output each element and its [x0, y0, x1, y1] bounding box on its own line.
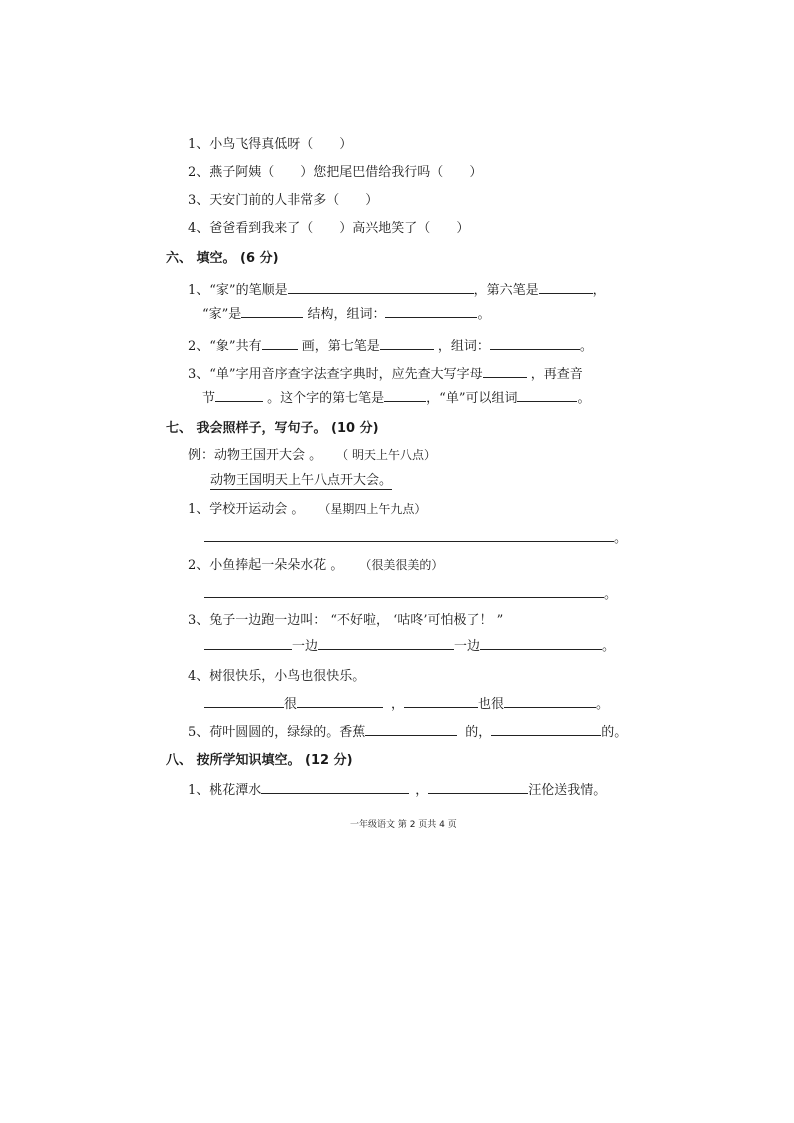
answer-blank[interactable]	[318, 636, 454, 650]
answer-blank[interactable]	[380, 336, 434, 350]
s6-q3-line2: 节 。这个字的第七笔是 ，“单”可以组词 。	[202, 388, 590, 408]
s7-q3-answer: 一边 一边 。	[204, 636, 615, 656]
s5-item-1: 1、小鸟飞得真低呀（ ）	[188, 137, 353, 152]
s6-q3-line1: 3、“单”字用音序查字法查字典时，应先查大写字母 ，再查音	[188, 364, 583, 384]
s7-example-line2: 动物王国明天上午八点开大会。	[210, 473, 393, 488]
s7-example-line1: 例：动物王国开大会 。 （ 明天上午八点）	[188, 448, 436, 463]
page-footer: 一年级语文 第 2 页共 4 页	[350, 820, 457, 830]
answer-blank[interactable]	[539, 280, 593, 294]
answer-blank[interactable]	[241, 304, 303, 318]
answer-blank[interactable]	[261, 780, 409, 794]
s5-item-4: 4、爸爸看到我来了（ ）高兴地笑了（ ）	[188, 221, 470, 236]
s7-q5: 5、荷叶圆圆的，绿绿的。香蕉 的， 的。	[188, 722, 627, 742]
answer-blank[interactable]	[404, 694, 478, 708]
answer-line[interactable]	[204, 528, 614, 542]
answer-blank[interactable]	[483, 364, 527, 378]
s7-q3: 3、兔子一边跑一边叫： “不好啦， ‘咕咚’可怕极了！ ”	[188, 613, 504, 628]
answer-blank[interactable]	[384, 388, 426, 402]
s5-item-2: 2、燕子阿姨（ ）您把尾巴借给我行吗（ ）	[188, 165, 483, 180]
answer-blank[interactable]	[428, 780, 528, 794]
answer-blank[interactable]	[215, 388, 263, 402]
s8-q1: 1、桃花潭水 ， 汪伦送我情。	[188, 780, 606, 800]
s7-q1: 1、学校开运动会 。 （星期四上午九点）	[188, 502, 427, 517]
answer-blank[interactable]	[517, 388, 577, 402]
s6-q2: 2、“象”共有 画，第七笔是 ，组词： 。	[188, 336, 593, 356]
section7-title: 七、 我会照样子，写句子。 (10 分)	[166, 421, 379, 436]
s6-q1-line1: 1、“家”的笔顺是 ，第六笔是 ，	[188, 280, 606, 300]
answer-line[interactable]	[204, 584, 604, 598]
answer-blank[interactable]	[297, 694, 383, 708]
s7-q1-answer: 。	[204, 528, 627, 548]
answer-blank[interactable]	[385, 304, 477, 318]
answer-blank[interactable]	[204, 694, 284, 708]
s7-q4: 4、树很快乐，小鸟也很快乐。	[188, 669, 366, 684]
answer-blank[interactable]	[504, 694, 596, 708]
section6-title: 六、 填空。 (6 分)	[166, 251, 279, 266]
section8-title: 八、 按所学知识填空。 (12 分)	[166, 753, 353, 768]
s7-q2: 2、小鱼捧起一朵朵水花 。 （很美很美的）	[188, 558, 444, 573]
s7-q2-answer: 。	[204, 584, 617, 604]
answer-blank[interactable]	[491, 722, 601, 736]
answer-blank[interactable]	[480, 636, 602, 650]
s5-item-3: 3、天安门前的人非常多（ ）	[188, 193, 379, 208]
answer-blank[interactable]	[365, 722, 457, 736]
answer-blank[interactable]	[490, 336, 580, 350]
s6-q1-line2: “家”是 结构，组词： 。	[202, 304, 490, 324]
s7-q4-answer: 很 ， 也很 。	[204, 694, 609, 714]
answer-blank[interactable]	[288, 280, 474, 294]
answer-blank[interactable]	[204, 636, 292, 650]
answer-blank[interactable]	[262, 336, 298, 350]
